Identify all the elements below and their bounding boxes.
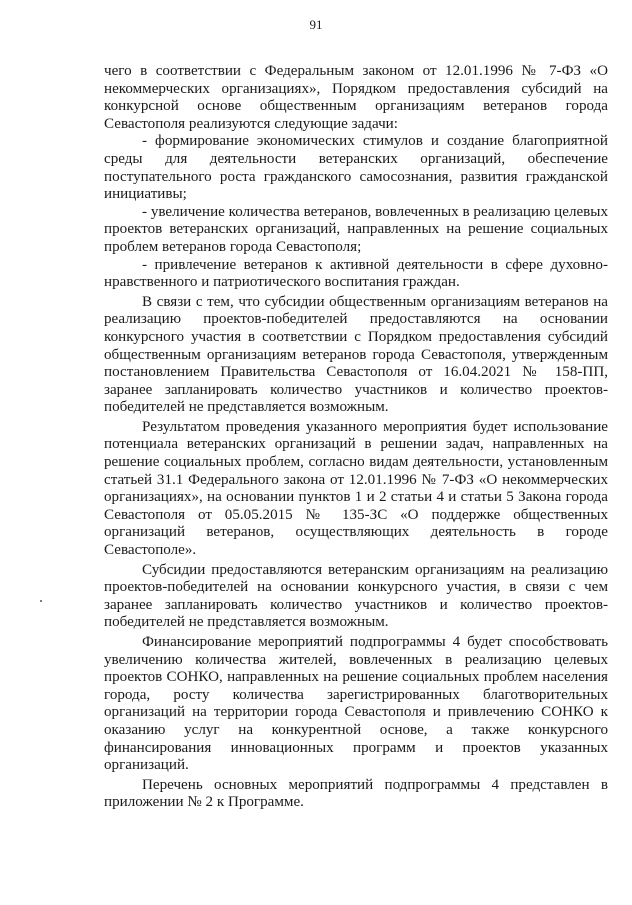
page-number: 91 [309, 17, 323, 32]
document-body [104, 63, 608, 812]
paragraph-result: Результатом проведения указанного мероприятия будет использование потенциала ветеранских организаций в решении задач, направленных на решение социальных проблем, согласно видам деятельности, установленным статьей 31.1 Федерального закона от 12.01.1996 № 7-ФЗ «О некоммерческих организациях», на основании пунктов 1 и 2 статьи 4 и статьи 5 Закона города Севастополя от 05.05.2015 № 135-ЗС «О поддержке общественных организаций ветеранов, осуществляющих деятельность в городе Севастополе». [104, 418, 608, 559]
paragraph-intro: чего в соответствии с Федеральным законом от 12.01.1996 № 7-ФЗ «О некоммерческих организациях», Порядком предоставления субсидий на конкурсной основе общественным организациям ветеранов города Севастополя реализуются следующие задачи: [104, 63, 608, 132]
list-item-task-3: - привлечение ветеранов к активной деятельности в сфере духовно-нравственного и патриотического воспитания граждан. [104, 256, 608, 291]
paragraph-financing: Финансирование мероприятий подпрограммы 4 будет способствовать увеличению количества жителей, вовлеченных в реализацию целевых проектов СОНКО, направленных на решение социальных проблем населения города, росту количества зарегистрированных благотворительных организаций на территории города Севастополя и привлечению СОНКО к оказанию услуг на конкурентной основе, а также конкурсного финансирования инновационных программ и проектов указанных организаций. [104, 634, 608, 774]
paragraph-subsidies-competition: В связи с тем, что субсидии общественным организациям ветеранов на реализацию проектов-победителей предоставляются на основании конкурсного участия в соответствии с Порядком предоставления субсидий общественным организациям ветеранов города Севастополя, утвержденным постановлением Правительства Севастополя от 16.04.2021 № 158-ПП, заранее запланировать количество участников и количество проектов-победителей не представляется возможным. [104, 293, 608, 416]
paragraph-subsidies-veterans: Субсидии предоставляются ветеранским организациям на реализацию проектов-победителей на основании конкурсного участия, в связи с чем заранее запланировать количество участников и количество проектов-победителей не представляется возможным. [104, 561, 608, 631]
paragraph-list-reference: Перечень основных мероприятий подпрограммы 4 представлен в приложении № 2 к Программе. [104, 776, 608, 811]
list-item-task-2: - увеличение количества ветеранов, вовлеченных в реализацию целевых проектов ветеранских организаций, направленных на решение социальных проблем ветеранов города Севастополя; [104, 203, 608, 255]
scan-speck [40, 600, 42, 602]
list-item-task-1: - формирование экономических стимулов и создание благоприятной среды для деятельности ветеранских организаций, обеспечение поступательного роста гражданского самосознания, развития гражданской инициативы; [104, 133, 608, 203]
